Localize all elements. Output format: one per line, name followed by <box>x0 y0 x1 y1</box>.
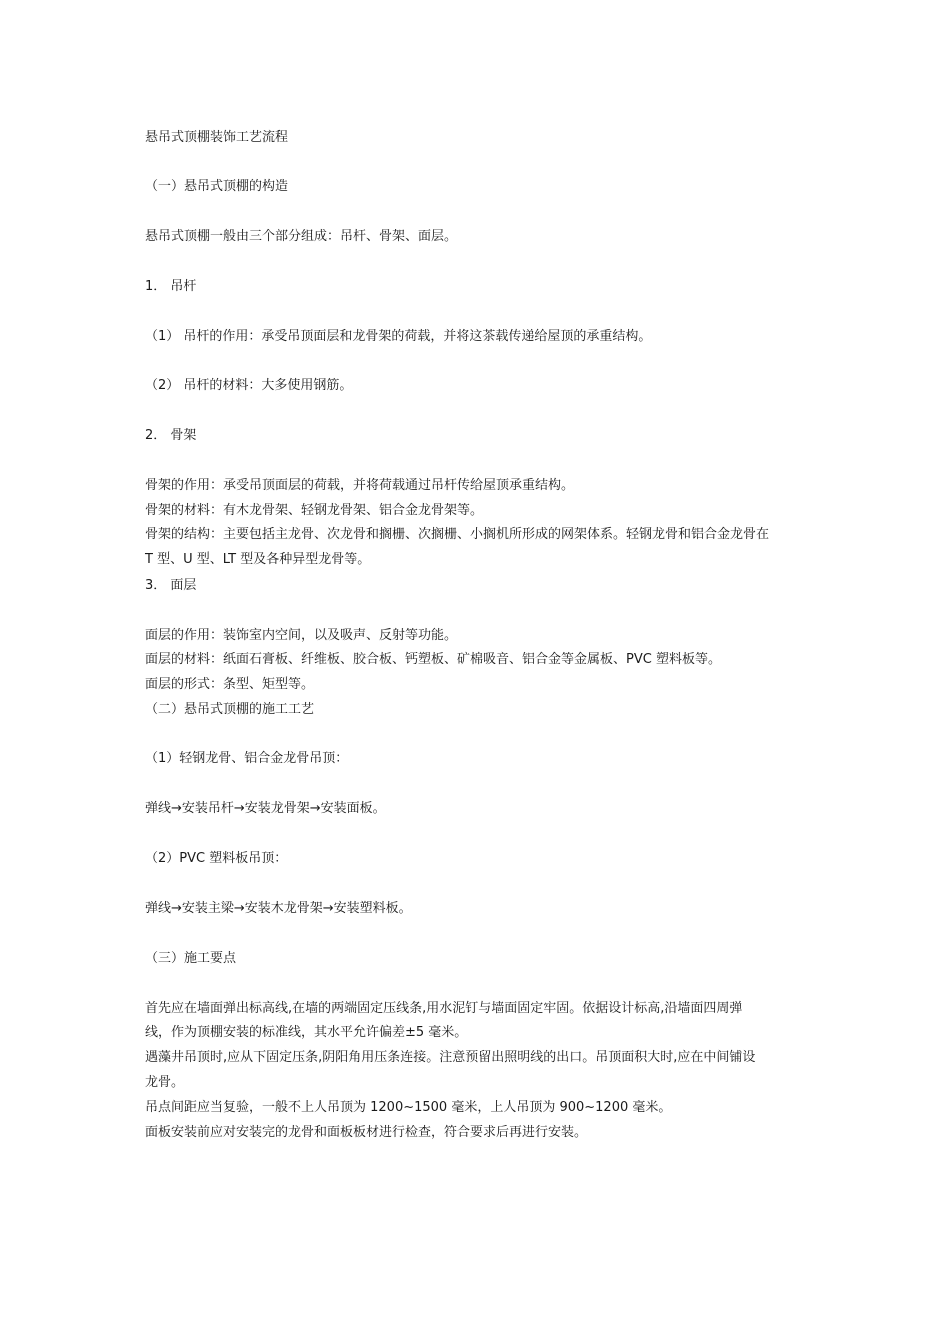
process-steps-pvc: 弹线→安装主梁→安装木龙骨架→安装塑料板。 <box>145 901 412 916</box>
document-title: 悬吊式顶棚装饰工艺流程 <box>145 130 289 145</box>
section-heading-construction: （二）悬吊式顶棚的施工工艺 <box>145 702 315 717</box>
point-paragraph-4: 面板安装前应对安装完的龙骨和面板板材进行检查，符合要求后再进行安装。 <box>145 1125 588 1140</box>
process-heading-pvc: （2）PVC 塑料板吊顶： <box>145 851 288 866</box>
section-heading-key-points: （三）施工要点 <box>145 951 237 966</box>
point-paragraph-2-cont: 龙骨。 <box>145 1075 185 1090</box>
paragraph-hanger-function: （1） 吊杆的作用：承受吊顶面层和龙骨架的荷载，并将这茶载传递给屋顶的承重结构。 <box>145 329 652 344</box>
paragraph-surface-material: 面层的材料：纸面石膏板、纤维板、胶合板、钙塑板、矿棉吸音、铝合金等金属板、PVC 塑料板等。 <box>145 652 721 667</box>
paragraph-framework-material: 骨架的材料：有木龙骨架、轻钢龙骨架、铝合金龙骨架等。 <box>145 503 484 518</box>
paragraph-surface-form: 面层的形式：条型、矩型等。 <box>145 677 315 692</box>
point-paragraph-3: 吊点间距应当复验，一般不上人吊顶为 1200~1500 毫米，上人吊顶为 900~1200 毫米。 <box>145 1100 672 1115</box>
process-steps-steel: 弹线→安装吊杆→安装龙骨架→安装面板。 <box>145 801 386 816</box>
item-heading-hanger-rod: 1． 吊杆 <box>145 279 197 294</box>
point-paragraph-2: 遇藻井吊顶时,应从下固定压条,阴阳角用压条连接。注意预留出照明线的出口。吊顶面积大时,应在中间铺设 <box>145 1050 756 1065</box>
paragraph-surface-function: 面层的作用：装饰室内空间，以及吸声、反射等功能。 <box>145 628 458 643</box>
intro-paragraph: 悬吊式顶棚一般由三个部分组成：吊杆、骨架、面层。 <box>145 229 458 244</box>
paragraph-framework-structure: 骨架的结构：主要包括主龙骨、次龙骨和搁栅、次搁栅、小搁机所形成的网架体系。轻钢龙骨和铝合金龙骨在 <box>145 527 770 542</box>
section-heading-structure: （一）悬吊式顶棚的构造 <box>145 179 289 194</box>
item-heading-surface: 3． 面层 <box>145 578 197 593</box>
paragraph-framework-structure-cont: T 型、U 型、LT 型及各种异型龙骨等。 <box>145 552 371 567</box>
point-paragraph-1: 首先应在墙面弹出标高线,在墙的两端固定压线条,用水泥钉与墙面固定牢固。依据设计标高,沿墙面四周弹 <box>145 1001 743 1016</box>
item-heading-framework: 2． 骨架 <box>145 428 197 443</box>
process-heading-steel: （1）轻钢龙骨、铝合金龙骨吊顶： <box>145 751 349 766</box>
point-paragraph-1-cont: 线，作为顶棚安装的标准线，其水平允许偏差±5 毫米。 <box>145 1025 468 1040</box>
paragraph-framework-function: 骨架的作用：承受吊顶面层的荷载，并将荷载通过吊杆传给屋顶承重结构。 <box>145 478 575 493</box>
paragraph-hanger-material: （2） 吊杆的材料：大多使用钢筋。 <box>145 378 353 393</box>
